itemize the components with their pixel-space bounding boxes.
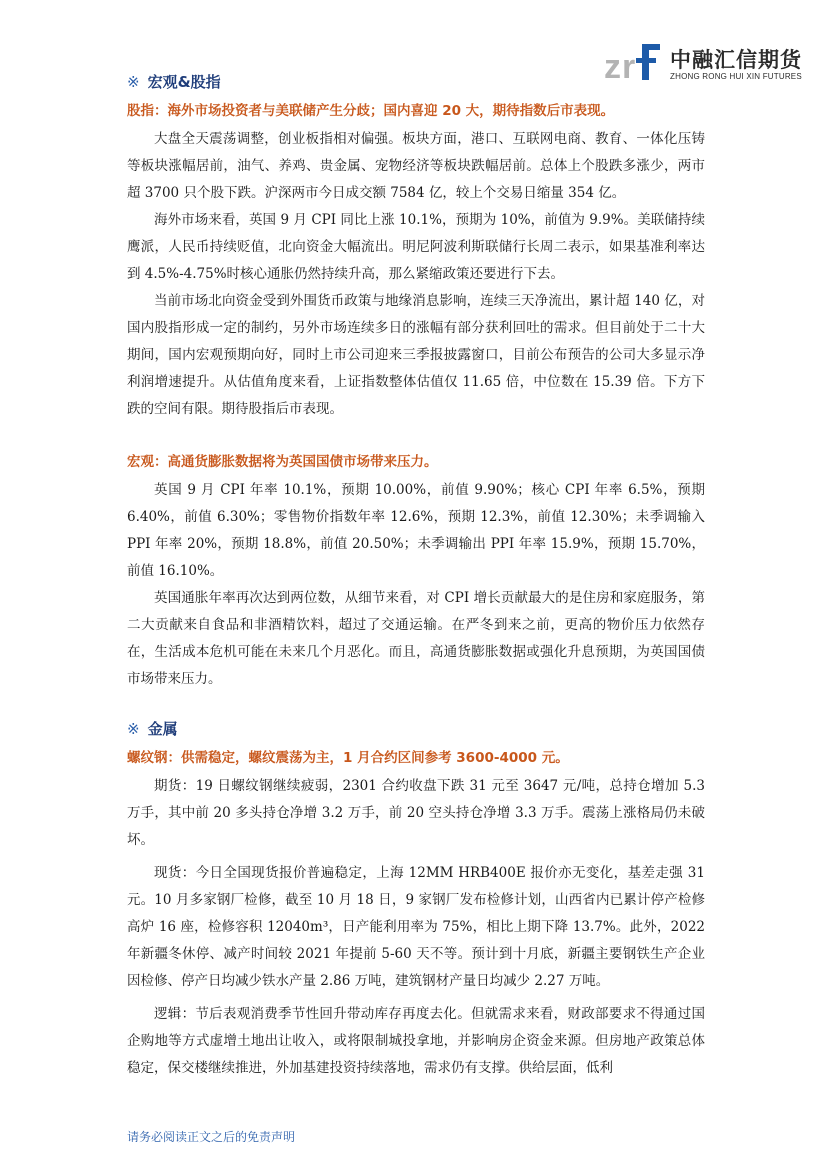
paragraph: 现货：今日全国现货报价普遍稳定，上海 12MM HRB400E 报价亦无变化，基差走强 31 元。10 月多家钢厂检修，截至 10 月 18 日，9 家钢厂发布检修计划，山西省内已累计停产检修高炉 16 座，检修容积 12040m³，日产能利用率为 75%，相比上期下降 13.7%。此外，2022 年新疆冬休停、减产时间较 2021 年提前 5-60 天不等。预计到十月底，新疆主要钢铁生产企业因检修、停产日均减少铁水产量 2.86 万吨，建筑钢材产量日均减少 2.27 万吨。 xyxy=(127,865,705,989)
logo-name-en: ZHONG RONG HUI XIN FUTURES xyxy=(670,72,802,81)
section-heading-metals: ※ 金属 xyxy=(127,720,178,738)
logo-name-cn: 中融汇信期货 xyxy=(670,48,802,72)
paragraph: 期货：19 日螺纹钢继续疲弱，2301 合约收盘下跌 31 元至 3647 元/吨，总持仓增加 5.3 万手，其中前 20 多头持仓净增 3.2 万手，前 20 空头持仓净增 3.3 万手。震荡上涨格局仍未破坏。 xyxy=(127,778,705,848)
subtitle-stock-index: 股指：海外市场投资者与美联储产生分歧；国内喜迎 20 大，期待指数后市表现。 xyxy=(127,103,615,119)
svg-text:z: z xyxy=(604,48,621,84)
paragraph: 英国通胀年率再次达到两位数，从细节来看，对 CPI 增长贡献最大的是住房和家庭服务，第二大贡献来自食品和非酒精饮料，超过了交通运输。在严冬到来之前，更高的物价压力依然存在，生活成本危机可能在未来几个月恶化。而且，高通货膨胀数据或强化升息预期，为英国国债市场带来压力。 xyxy=(127,590,705,687)
svg-text:r: r xyxy=(622,48,636,84)
paragraph: 当前市场北向资金受到外围货币政策与地缘消息影响，连续三天净流出，累计超 140 亿，对国内股指形成一定的制约，另外市场连续多日的涨幅有部分获利回吐的需求。但目前处于二十大期间，国内宏观预期向好，同时上市公司迎来三季报披露窗口，目前公布预告的公司大多显示净利润增速提升。从估值角度来看，上证指数整体估值仅 11.65 倍，中位数在 15.39 倍。下方下跌的空间有限。期待股指后市表现。 xyxy=(127,293,705,417)
report-content xyxy=(127,70,705,1082)
section-heading-macro: ※ 宏观&股指 xyxy=(127,73,221,91)
footer-disclaimer: 请务必阅读正文之后的免责声明 xyxy=(127,1130,296,1144)
reference-mark-icon: ※ xyxy=(127,73,140,91)
paragraph: 逻辑：节后表观消费季节性回升带动库存再度去化。但就需求来看，财政部要求不得通过国企购地等方式虚增土地出让收入，或将限制城投拿地，并影响房企资金来源。但房地产政策总体稳定，保交楼继续推进，外加基建投资持续落地，需求仍有支撑。供给层面，低利 xyxy=(127,1006,705,1076)
paragraph: 英国 9 月 CPI 年率 10.1%，预期 10.00%，前值 9.90%；核心 CPI 年率 6.5%，预期 6.40%，前值 6.30%；零售物价指数年率 12.6%，预期 12.3%，前值 12.30%；未季调输入 PPI 年率 20%，预期 18.8%，前值 20.50%；未季调输出 PPI 年率 15.9%，预期 15.70%，前值 16.10%。 xyxy=(127,482,705,579)
reference-mark-icon: ※ xyxy=(127,720,140,738)
paragraph: 大盘全天震荡调整，创业板指相对偏强。板块方面，港口、互联网电商、教育、一体化压铸等板块涨幅居前，油气、养鸡、贵金属、宠物经济等板块跌幅居前。总体上个股跌多涨少，两市超 3700 只个股下跌。沪深两市今日成交额 7584 亿，较上个交易日缩量 354 亿。 xyxy=(127,131,705,201)
subtitle-macro: 宏观：高通货膨胀数据将为英国国债市场带来压力。 xyxy=(127,454,438,470)
subtitle-rebar: 螺纹钢：供需稳定，螺纹震荡为主，1 月合约区间参考 3600-4000 元。 xyxy=(127,750,569,766)
paragraph: 海外市场来看，英国 9 月 CPI 同比上涨 10.1%，预期为 10%，前值为 9.9%。美联储持续鹰派，人民币持续贬值，北向资金大幅流出。明尼阿波利斯联储行长周二表示，如果基准利率达到 4.5%-4.75%时核心通胀仍然持续升高，那么紧缩政策还要进行下去。 xyxy=(127,212,705,282)
